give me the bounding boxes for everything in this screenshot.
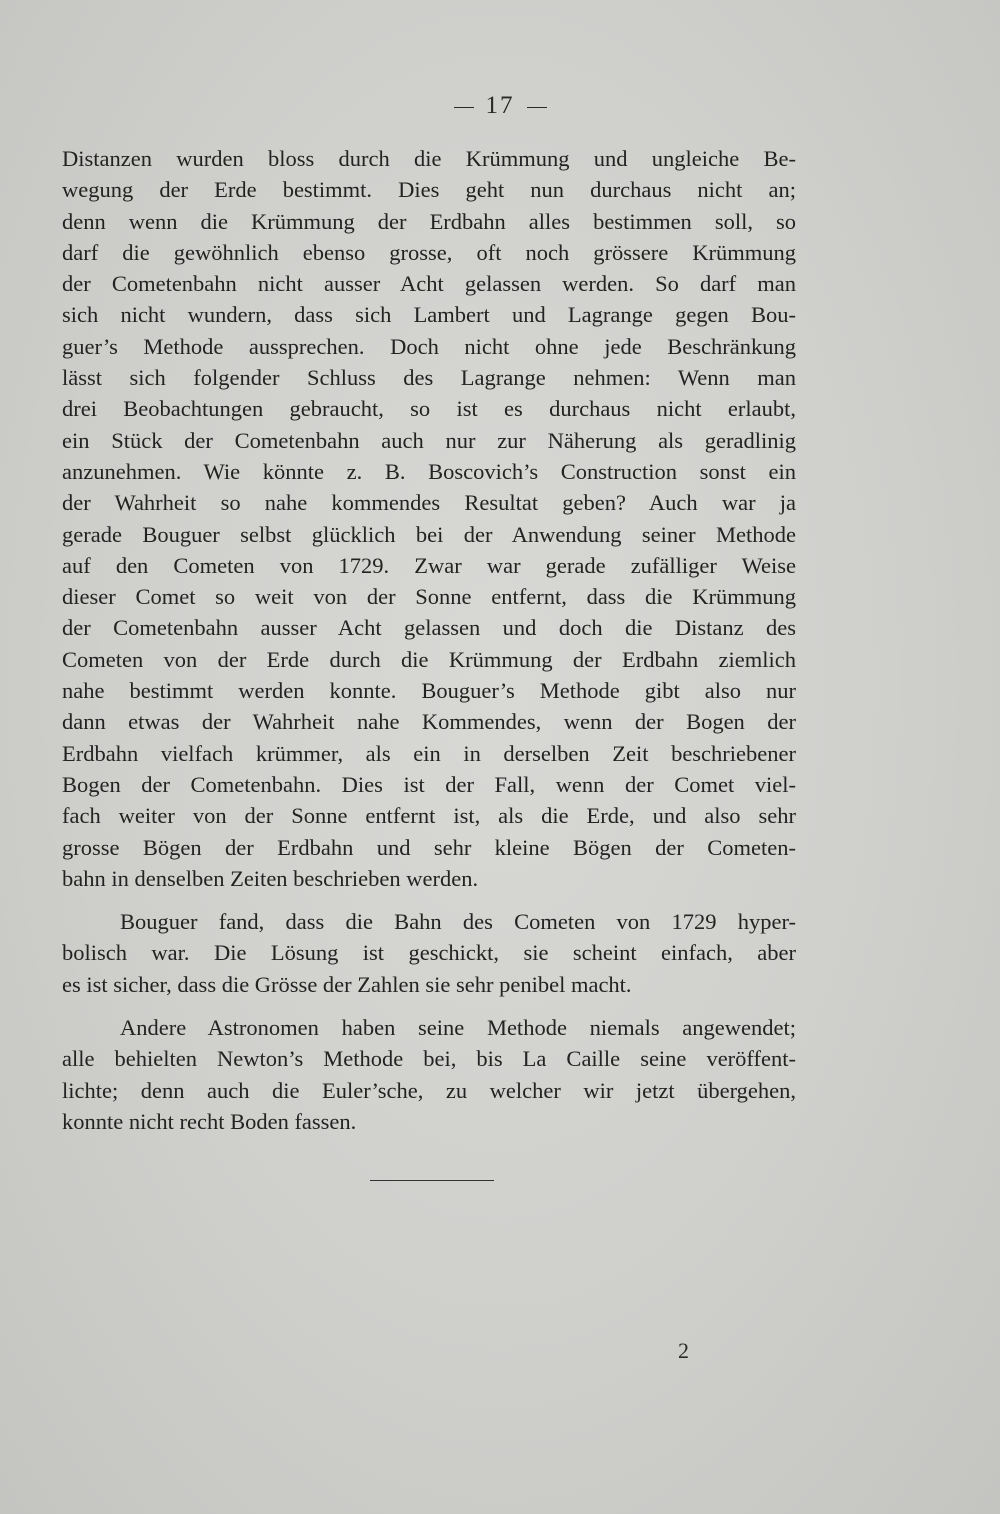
- text-line: Distanzen wurden bloss durch die Krümmung und ungleiche Be-: [62, 146, 796, 171]
- text-line: der Cometenbahn nicht ausser Acht gelassen werden. So darf man: [62, 271, 796, 297]
- section-end-rule: [370, 1180, 494, 1181]
- text-line: sich nicht wundern, dass sich Lambert und Lagrange gegen Bou-: [62, 302, 796, 328]
- text-line: ein Stück der Cometenbahn auch nur zur Näherung als geradlinig: [62, 427, 796, 453]
- paragraph-gap: [62, 894, 796, 906]
- text-line: anzunehmen. Wie könnte z. B. Boscovich’s Construction sonst ein: [62, 458, 796, 484]
- text-line: auf den Cometen von 1729. Zwar war gerade zufälliger Weise: [62, 552, 796, 578]
- text-line: alle behielten Newton’s Methode bei, bis La Caille seine veröffent-: [62, 1046, 796, 1072]
- paragraph-gap: [62, 1000, 796, 1012]
- text-line: drei Beobachtungen gebraucht, so ist es durchaus nicht erlaubt,: [62, 396, 796, 422]
- running-head-dash-right: [527, 107, 547, 108]
- text-line: Bouguer fand, dass die Bahn des Cometen von 1729 hyper-: [120, 909, 796, 935]
- text-line: darf die gewöhnlich ebenso grosse, oft noch grössere Krümmung: [62, 239, 796, 265]
- paragraph-1: [62, 143, 796, 894]
- text-line: Andere Astronomen haben seine Methode niemals angewendet;: [120, 1015, 796, 1041]
- text-line: Bogen der Cometenbahn. Dies ist der Fall, wenn der Comet viel-: [62, 771, 796, 797]
- text-line: lichte; denn auch die Euler’sche, zu welcher wir jetzt übergehen,: [62, 1077, 796, 1103]
- text-line: konnte nicht recht Boden fassen.: [62, 1108, 357, 1134]
- text-line: nahe bestimmt werden konnte. Bouguer’s Methode gibt also nur: [62, 678, 796, 704]
- text-line: bahn in denselben Zeiten beschrieben werden.: [62, 865, 479, 891]
- body-text: [62, 143, 796, 1137]
- text-line: guer’s Methode aussprechen. Doch nicht ohne jede Beschränkung: [62, 333, 796, 359]
- paragraph-2: [62, 906, 796, 1000]
- text-line: grosse Bögen der Erdbahn und sehr kleine Bögen der Cometen-: [62, 834, 796, 860]
- text-line: dieser Comet so weit von der Sonne entfernt, dass die Krümmung: [62, 584, 796, 610]
- text-line: es ist sicher, dass die Grösse der Zahlen sie sehr penibel macht.: [62, 971, 632, 997]
- text-line: bolisch war. Die Lösung ist geschickt, sie scheint einfach, aber: [62, 940, 796, 966]
- text-line: fach weiter von der Sonne entfernt ist, als die Erde, und also sehr: [62, 803, 796, 829]
- text-line: Cometen von der Erde durch die Krümmung der Erdbahn ziemlich: [62, 646, 796, 672]
- signature-mark: 2: [678, 1338, 689, 1363]
- text-line: dann etwas der Wahrheit nahe Kommendes, wenn der Bogen der: [62, 709, 796, 735]
- text-line: wegung der Erde bestimmt. Dies geht nun durchaus nicht an;: [62, 177, 796, 203]
- text-line: Erdbahn vielfach krümmer, als ein in derselben Zeit beschriebener: [62, 740, 796, 766]
- text-line: denn wenn die Krümmung der Erdbahn alles bestimmen soll, so: [62, 208, 796, 234]
- running-head-dash-left: [454, 107, 474, 108]
- text-line: lässt sich folgender Schluss des Lagrange nehmen: Wenn man: [62, 365, 796, 391]
- text-line: gerade Bouguer selbst glücklich bei der Anwendung seiner Methode: [62, 521, 796, 547]
- paragraph-3: [62, 1012, 796, 1137]
- running-head: [0, 92, 1000, 120]
- text-line: der Cometenbahn ausser Acht gelassen und doch die Distanz des: [62, 615, 796, 641]
- text-line: der Wahrheit so nahe kommendes Resultat geben? Auch war ja: [62, 490, 796, 516]
- page-number: 17: [485, 92, 515, 119]
